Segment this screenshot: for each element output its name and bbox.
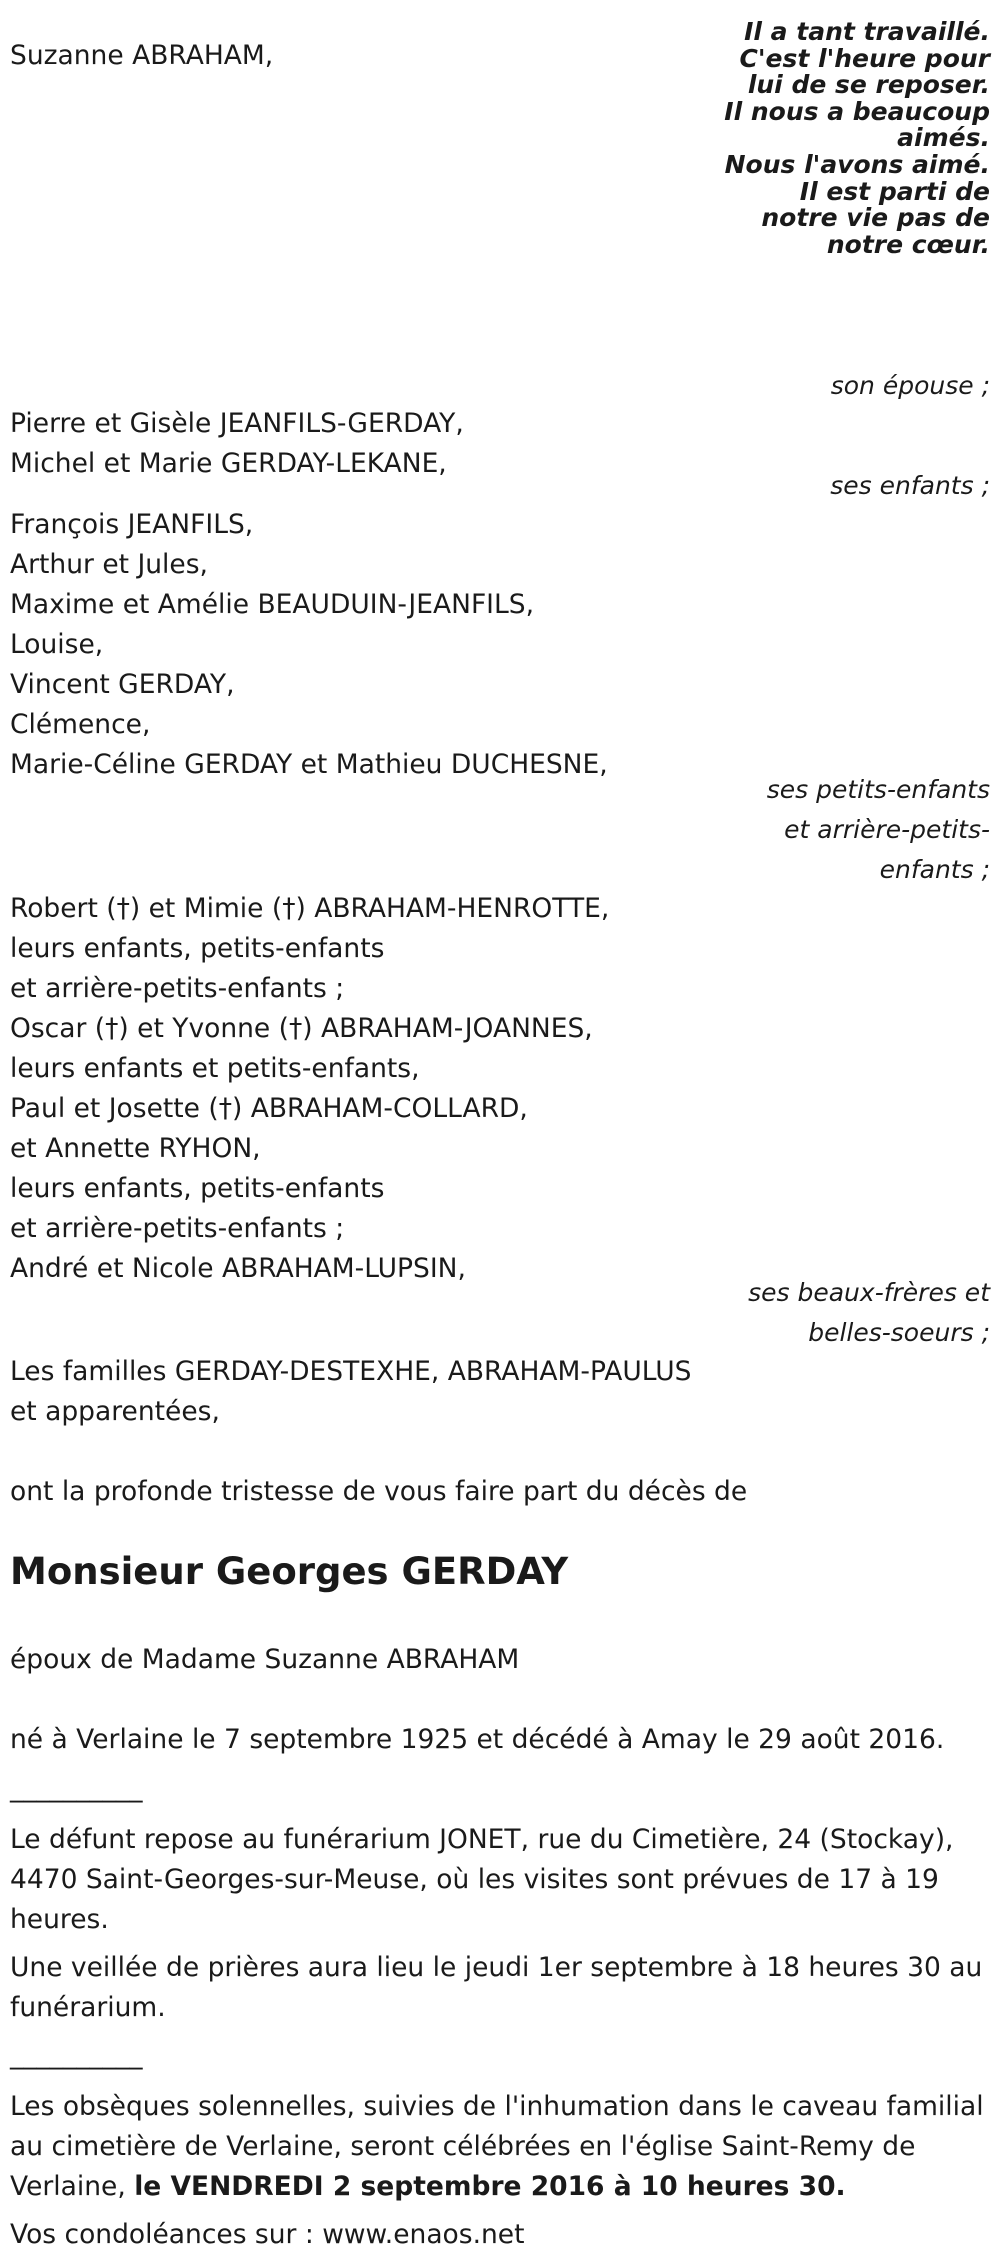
- vigil-line: Une veillée de prières aura lieu le jeudi 1er septembre à 18 heures 30 au: [10, 1952, 983, 1983]
- in-laws-role-line: ses beaux-frères et: [748, 1278, 990, 1307]
- vigil-line: funérarium.: [10, 1992, 166, 2023]
- deceased-name: Monsieur Georges GERDAY: [10, 1550, 569, 1593]
- visitation-line: 4470 Saint-Georges-sur-Meuse, où les visites sont prévues de 17 à 19: [10, 1864, 939, 1895]
- in-law-line: et arrière-petits-enfants ;: [10, 973, 345, 1004]
- families-line: et apparentées,: [10, 1396, 220, 1427]
- poem-line: Il est parti de: [799, 176, 990, 206]
- children-list: [10, 404, 464, 484]
- grandchild-name: Vincent GERDAY,: [10, 669, 235, 700]
- grandchild-name: Clémence,: [10, 709, 151, 740]
- funeral-date: le VENDREDI 2 septembre 2016 à 10 heures 30.: [134, 2171, 846, 2202]
- in-law-line: et Annette RYHON,: [10, 1133, 261, 1164]
- grandchildren-role-line: ses petits-enfants: [766, 775, 990, 804]
- in-law-line: leurs enfants, petits-enfants: [10, 1173, 385, 1204]
- in-law-line: leurs enfants, petits-enfants: [10, 933, 385, 964]
- separator: __________: [10, 1772, 143, 1803]
- vigil: [10, 1948, 982, 2028]
- children-role: ses enfants ;: [830, 471, 990, 500]
- funeral-line: au cimetière de Verlaine, seront célébrées en l'église Saint-Remy de: [10, 2131, 916, 2162]
- poem-line: Il nous a beaucoup: [724, 96, 990, 126]
- visitation-line: heures.: [10, 1904, 109, 1935]
- condolences: Vos condoléances sur : www.enaos.net: [10, 2219, 525, 2250]
- funeral: [10, 2087, 984, 2207]
- poem-line: Il a tant travaillé.: [744, 17, 990, 46]
- grandchild-name: Marie-Céline GERDAY et Mathieu DUCHESNE,: [10, 749, 608, 780]
- grandchild-name: Maxime et Amélie BEAUDUIN-JEANFILS,: [10, 589, 535, 620]
- in-law-line: leurs enfants et petits-enfants,: [10, 1053, 420, 1084]
- spouse-role: son épouse ;: [830, 371, 990, 400]
- grandchild-name: Louise,: [10, 629, 104, 660]
- funeral-line: Les obsèques solennelles, suivies de l'inhumation dans le caveau familial: [10, 2091, 984, 2122]
- funeral-line: [10, 2167, 984, 2207]
- families-line: Les familles GERDAY-DESTEXHE, ABRAHAM-PAULUS: [10, 1356, 692, 1387]
- poem-line: notre cœur.: [826, 229, 990, 259]
- in-laws-role: [510, 1273, 990, 1353]
- families: [10, 1352, 691, 1432]
- poem-line: C'est l'heure pour: [739, 43, 990, 73]
- grandchild-name: Arthur et Jules,: [10, 549, 208, 580]
- in-law-line: André et Nicole ABRAHAM-LUPSIN,: [10, 1253, 466, 1284]
- funeral-line-prefix: Verlaine,: [10, 2171, 135, 2202]
- visitation: [10, 1820, 953, 1940]
- child-name: Michel et Marie GERDAY-LEKANE,: [10, 448, 447, 479]
- grandchild-name: François JEANFILS,: [10, 509, 254, 540]
- poem-line: aimés.: [897, 123, 990, 153]
- poem-line: Nous l'avons aimé.: [724, 149, 990, 179]
- spouse-of: époux de Madame Suzanne ABRAHAM: [10, 1644, 520, 1675]
- separator-2: __________: [10, 2039, 143, 2070]
- grandchildren-role-line: enfants ;: [879, 855, 990, 884]
- grandchildren-list: [10, 505, 608, 785]
- grandchildren-role: [510, 770, 990, 890]
- child-name: Pierre et Gisèle JEANFILS-GERDAY,: [10, 408, 464, 439]
- in-laws-role-line: belles-soeurs ;: [808, 1318, 990, 1347]
- in-law-line: et arrière-petits-enfants ;: [10, 1213, 345, 1244]
- in-law-line: Oscar (†) et Yvonne (†) ABRAHAM-JOANNES,: [10, 1013, 593, 1044]
- in-laws-list: [10, 889, 609, 1289]
- grandchildren-role-line: et arrière-petits-: [784, 815, 990, 844]
- birth-death: né à Verlaine le 7 septembre 1925 et décédé à Amay le 29 août 2016.: [10, 1724, 945, 1755]
- announcement-intro: ont la profonde tristesse de vous faire part du décès de: [10, 1476, 748, 1507]
- visitation-line: Le défunt repose au funérarium JONET, rue du Cimetière, 24 (Stockay),: [10, 1824, 954, 1855]
- poem-line: notre vie pas de: [761, 203, 990, 233]
- poem: [510, 19, 990, 258]
- in-law-line: Robert (†) et Mimie (†) ABRAHAM-HENROTTE,: [10, 893, 610, 924]
- poem-line: lui de se reposer.: [747, 70, 990, 100]
- in-law-line: Paul et Josette (†) ABRAHAM-COLLARD,: [10, 1093, 528, 1124]
- spouse-name: Suzanne ABRAHAM,: [10, 40, 274, 71]
